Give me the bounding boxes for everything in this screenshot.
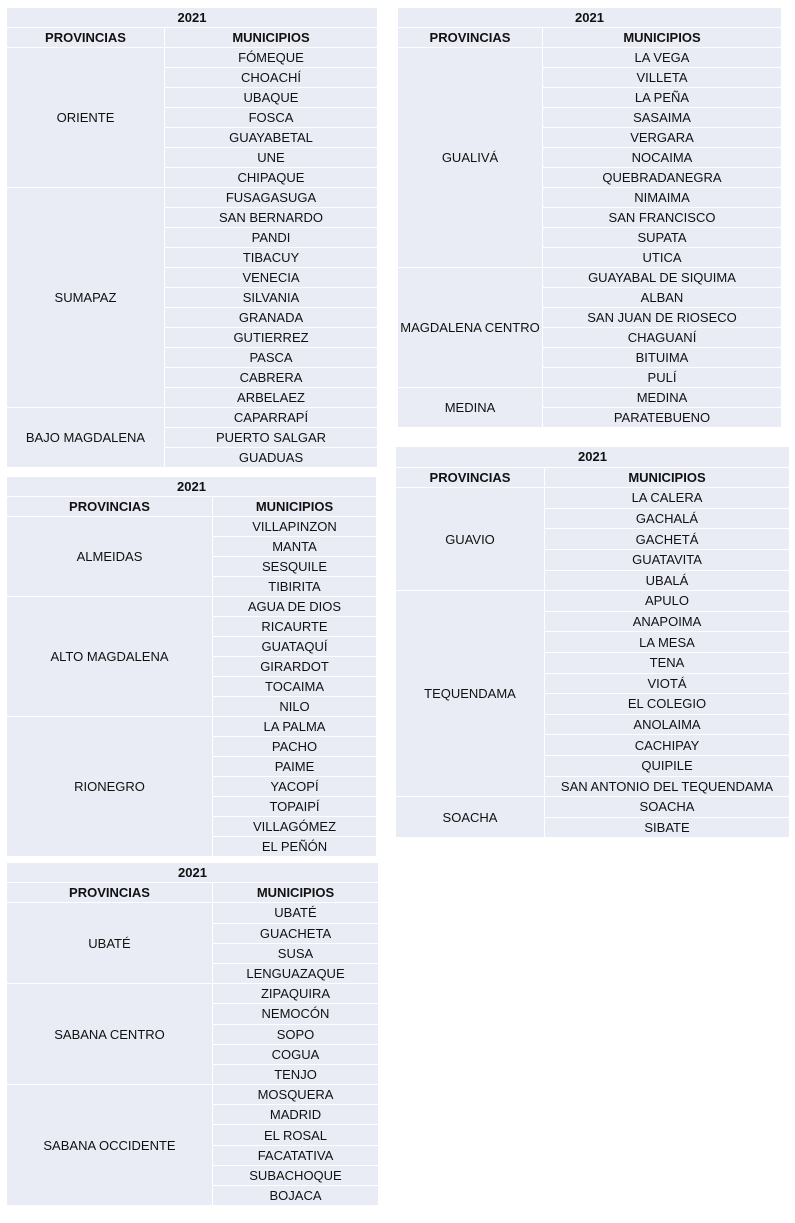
- municipio-cell: LENGUAZAQUE: [213, 963, 379, 983]
- municipio-cell: YACOPÍ: [213, 777, 377, 797]
- table-year: 2021: [396, 447, 790, 468]
- provincia-cell: ALTO MAGDALENA: [7, 597, 213, 717]
- table-guavio-tequendama-soacha: [395, 446, 790, 838]
- municipio-cell: SOPO: [213, 1024, 379, 1044]
- municipio-cell: ANOLAIMA: [545, 714, 790, 735]
- municipio-cell: TENJO: [213, 1064, 379, 1084]
- table-row: [7, 597, 377, 617]
- municipio-cell: UBALÁ: [545, 570, 790, 591]
- municipio-cell: TIBIRITA: [213, 577, 377, 597]
- table-oriente-sumapaz: [6, 7, 378, 468]
- year-row: [7, 477, 377, 497]
- municipio-cell: GRANADA: [165, 308, 378, 328]
- municipio-cell: NOCAIMA: [543, 148, 782, 168]
- provincia-cell: MAGDALENA CENTRO: [398, 268, 543, 388]
- provincia-cell: MEDINA: [398, 388, 543, 428]
- municipio-cell: SOACHA: [545, 797, 790, 818]
- table-row: [398, 268, 782, 288]
- municipio-cell: FOSCA: [165, 108, 378, 128]
- municipio-cell: SILVANIA: [165, 288, 378, 308]
- municipio-cell: SIBATE: [545, 817, 790, 838]
- municipio-cell: PARATEBUENO: [543, 408, 782, 428]
- header-row: [398, 28, 782, 48]
- municipio-cell: MANTA: [213, 537, 377, 557]
- municipio-cell: MEDINA: [543, 388, 782, 408]
- municipio-cell: QUEBRADANEGRA: [543, 168, 782, 188]
- municipio-cell: GACHETÁ: [545, 529, 790, 550]
- municipio-cell: NILO: [213, 697, 377, 717]
- header-row: [7, 883, 379, 903]
- municipio-cell: CHIPAQUE: [165, 168, 378, 188]
- table-row: [7, 188, 378, 208]
- municipio-cell: VIOTÁ: [545, 673, 790, 694]
- table-ubate-sabana: [6, 862, 379, 1206]
- municipio-cell: GUADUAS: [165, 448, 378, 468]
- municipio-cell: SASAIMA: [543, 108, 782, 128]
- column-header-municipios: MUNICIPIOS: [213, 883, 379, 903]
- municipio-cell: SAN ANTONIO DEL TEQUENDAMA: [545, 776, 790, 797]
- municipio-cell: UBATÉ: [213, 903, 379, 923]
- municipio-cell: UNE: [165, 148, 378, 168]
- table-gualiva-magdalena-medina: [397, 7, 782, 428]
- table-row: [7, 984, 379, 1004]
- municipio-cell: APULO: [545, 591, 790, 612]
- municipio-cell: GUAYABETAL: [165, 128, 378, 148]
- header-row: [396, 467, 790, 488]
- provincia-cell: RIONEGRO: [7, 717, 213, 857]
- column-header-provincias: PROVINCIAS: [396, 467, 545, 488]
- municipio-cell: VERGARA: [543, 128, 782, 148]
- municipio-cell: ANAPOIMA: [545, 611, 790, 632]
- municipio-cell: EL PEÑÓN: [213, 837, 377, 857]
- municipio-cell: PULÍ: [543, 368, 782, 388]
- municipio-cell: CACHIPAY: [545, 735, 790, 756]
- table-almeidas-rionegro: [6, 476, 377, 857]
- municipio-cell: CAPARRAPÍ: [165, 408, 378, 428]
- municipio-cell: GUATAVITA: [545, 549, 790, 570]
- header-row: [7, 497, 377, 517]
- table-row: [398, 388, 782, 408]
- table-row: [396, 488, 790, 509]
- municipio-cell: FÓMEQUE: [165, 48, 378, 68]
- municipio-cell: TOCAIMA: [213, 677, 377, 697]
- municipio-cell: UBAQUE: [165, 88, 378, 108]
- column-header-provincias: PROVINCIAS: [7, 497, 213, 517]
- municipio-cell: ARBELAEZ: [165, 388, 378, 408]
- year-row: [7, 863, 379, 883]
- municipio-cell: PAIME: [213, 757, 377, 777]
- municipio-cell: SUSA: [213, 943, 379, 963]
- table-row: [7, 48, 378, 68]
- municipio-cell: GIRARDOT: [213, 657, 377, 677]
- table-row: [7, 1085, 379, 1105]
- table-row: [7, 903, 379, 923]
- table-year: 2021: [398, 8, 782, 28]
- provincia-cell: GUAVIO: [396, 488, 545, 591]
- municipio-cell: TIBACUY: [165, 248, 378, 268]
- municipio-cell: GUACHETA: [213, 923, 379, 943]
- municipio-cell: GACHALÁ: [545, 508, 790, 529]
- municipio-cell: GUAYABAL DE SIQUIMA: [543, 268, 782, 288]
- municipio-cell: TOPAIPÍ: [213, 797, 377, 817]
- column-header-municipios: MUNICIPIOS: [545, 467, 790, 488]
- provincia-cell: BAJO MAGDALENA: [7, 408, 165, 468]
- municipio-cell: COGUA: [213, 1044, 379, 1064]
- municipio-cell: VILLAGÓMEZ: [213, 817, 377, 837]
- municipio-cell: SAN FRANCISCO: [543, 208, 782, 228]
- municipio-cell: FACATATIVA: [213, 1145, 379, 1165]
- municipio-cell: MOSQUERA: [213, 1085, 379, 1105]
- municipio-cell: PACHO: [213, 737, 377, 757]
- municipio-cell: BOJACA: [213, 1186, 379, 1206]
- provincia-cell: GUALIVÁ: [398, 48, 543, 268]
- provincia-cell: SABANA OCCIDENTE: [7, 1085, 213, 1206]
- table-year: 2021: [7, 477, 377, 497]
- municipio-cell: LA VEGA: [543, 48, 782, 68]
- municipio-cell: PANDI: [165, 228, 378, 248]
- municipio-cell: EL ROSAL: [213, 1125, 379, 1145]
- provincia-cell: SUMAPAZ: [7, 188, 165, 408]
- provincia-cell: TEQUENDAMA: [396, 591, 545, 797]
- municipio-cell: SESQUILE: [213, 557, 377, 577]
- table-year: 2021: [7, 8, 378, 28]
- municipio-cell: CABRERA: [165, 368, 378, 388]
- table-row: [7, 517, 377, 537]
- municipio-cell: CHAGUANÍ: [543, 328, 782, 348]
- municipio-cell: EL COLEGIO: [545, 694, 790, 715]
- table-row: [396, 591, 790, 612]
- municipio-cell: CHOACHÍ: [165, 68, 378, 88]
- table-row: [7, 408, 378, 428]
- header-row: [7, 28, 378, 48]
- provincia-cell: SABANA CENTRO: [7, 984, 213, 1085]
- municipio-cell: NIMAIMA: [543, 188, 782, 208]
- municipio-cell: UTICA: [543, 248, 782, 268]
- municipio-cell: RICAURTE: [213, 617, 377, 637]
- municipio-cell: PASCA: [165, 348, 378, 368]
- column-header-provincias: PROVINCIAS: [7, 28, 165, 48]
- column-header-provincias: PROVINCIAS: [398, 28, 543, 48]
- municipio-cell: QUIPILE: [545, 755, 790, 776]
- municipio-cell: BITUIMA: [543, 348, 782, 368]
- municipio-cell: LA PALMA: [213, 717, 377, 737]
- municipio-cell: PUERTO SALGAR: [165, 428, 378, 448]
- table-row: [7, 717, 377, 737]
- municipio-cell: ZIPAQUIRA: [213, 984, 379, 1004]
- municipio-cell: SAN BERNARDO: [165, 208, 378, 228]
- municipio-cell: ALBAN: [543, 288, 782, 308]
- municipio-cell: LA PEÑA: [543, 88, 782, 108]
- column-header-municipios: MUNICIPIOS: [213, 497, 377, 517]
- year-row: [398, 8, 782, 28]
- year-row: [396, 447, 790, 468]
- municipio-cell: VENECIA: [165, 268, 378, 288]
- municipio-cell: FUSAGASUGA: [165, 188, 378, 208]
- provincia-cell: SOACHA: [396, 797, 545, 838]
- municipio-cell: AGUA DE DIOS: [213, 597, 377, 617]
- municipio-cell: SAN JUAN DE RIOSECO: [543, 308, 782, 328]
- table-row: [398, 48, 782, 68]
- provincia-cell: ALMEIDAS: [7, 517, 213, 597]
- municipio-cell: GUTIERREZ: [165, 328, 378, 348]
- municipio-cell: NEMOCÓN: [213, 1004, 379, 1024]
- column-header-municipios: MUNICIPIOS: [543, 28, 782, 48]
- municipio-cell: LA MESA: [545, 632, 790, 653]
- municipio-cell: VILLAPINZON: [213, 517, 377, 537]
- municipio-cell: TENA: [545, 652, 790, 673]
- provincia-cell: UBATÉ: [7, 903, 213, 984]
- municipio-cell: VILLETA: [543, 68, 782, 88]
- municipio-cell: SUBACHOQUE: [213, 1165, 379, 1185]
- provincia-cell: ORIENTE: [7, 48, 165, 188]
- column-header-municipios: MUNICIPIOS: [165, 28, 378, 48]
- table-row: [396, 797, 790, 818]
- column-header-provincias: PROVINCIAS: [7, 883, 213, 903]
- municipio-cell: MADRID: [213, 1105, 379, 1125]
- year-row: [7, 8, 378, 28]
- municipio-cell: LA CALERA: [545, 488, 790, 509]
- table-year: 2021: [7, 863, 379, 883]
- municipio-cell: SUPATA: [543, 228, 782, 248]
- municipio-cell: GUATAQUÍ: [213, 637, 377, 657]
